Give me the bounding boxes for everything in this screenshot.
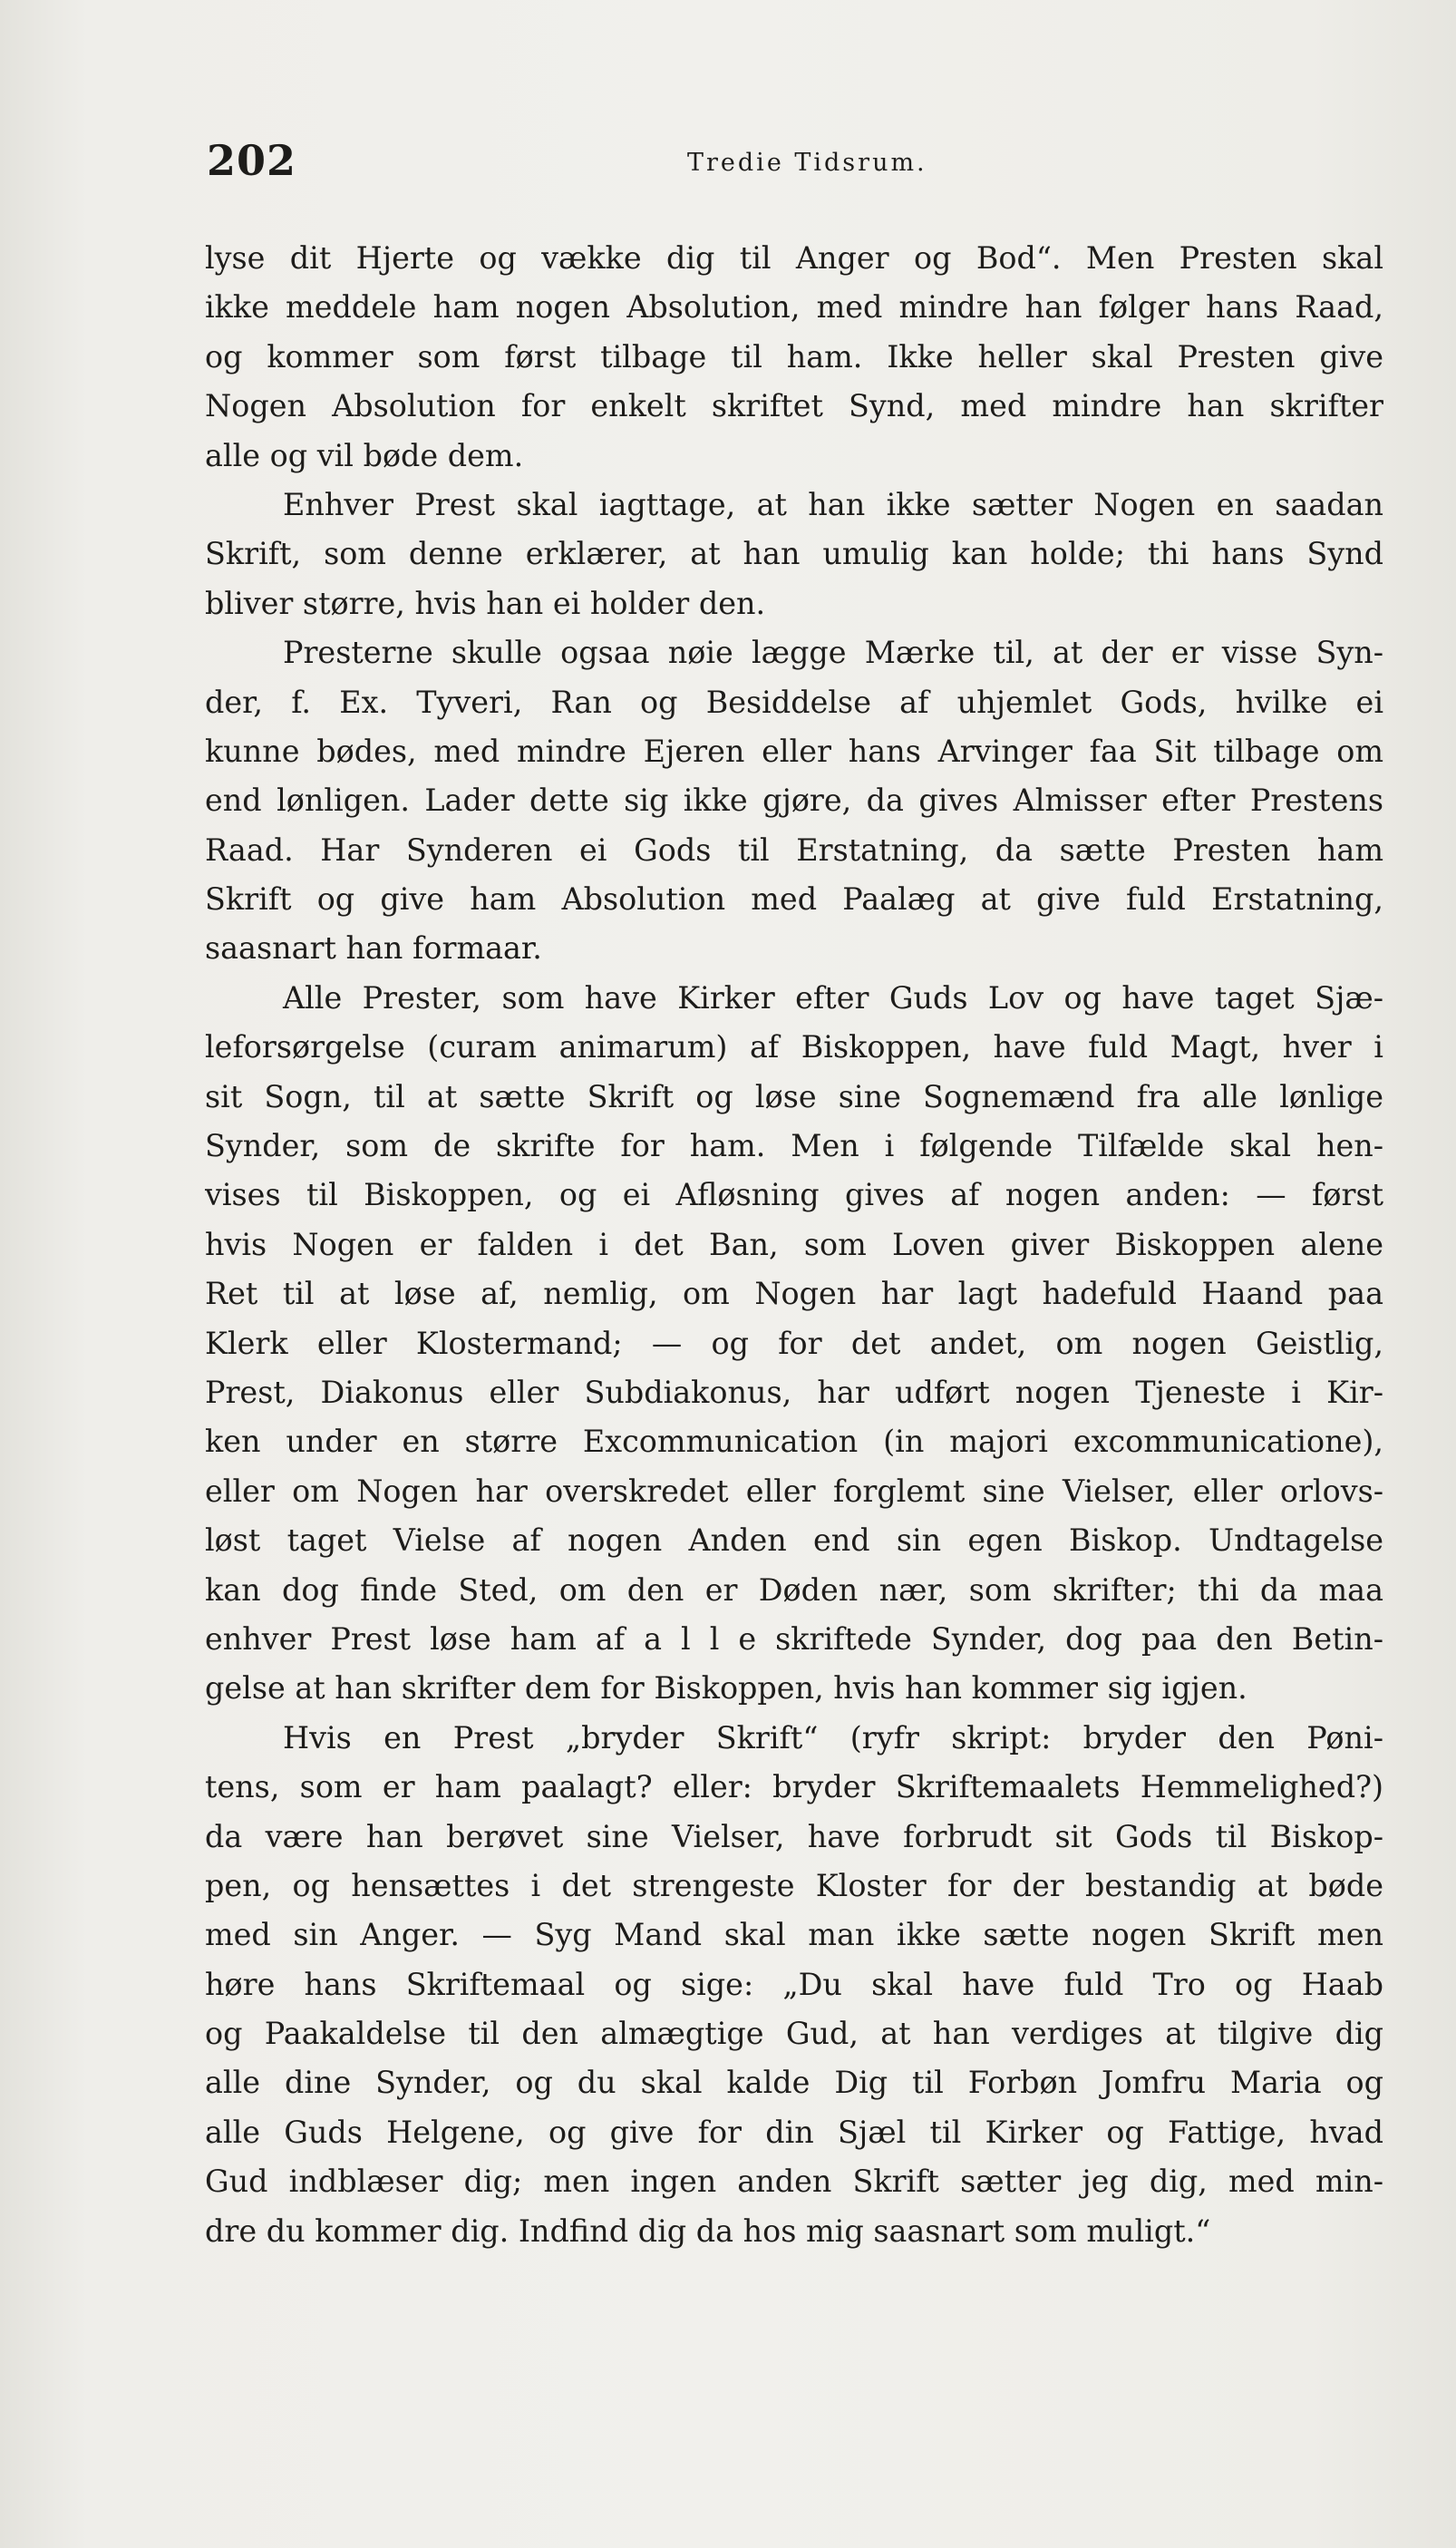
running-head: Tredie Tidsrum.	[687, 149, 927, 177]
text-line: Ret til at løse af, nemlig, om Nogen har lagt hadefuld Haand paa	[205, 1276, 1383, 1312]
text-line: alle og vil bøde dem.	[205, 437, 524, 473]
text-line: ken under en større Excommunication (in majori excommunicatione),	[205, 1424, 1383, 1460]
text-line: løst taget Vielse af nogen Anden end sin egen Biskop. Undtagelse	[205, 1522, 1383, 1559]
text-line: og Paakaldelse til den almægtige Gud, at han verdiges at tilgive dig	[205, 2016, 1383, 2052]
text-line: Skrift og give ham Absolution med Paalæg at give fuld Erstatning,	[205, 881, 1383, 918]
text-line: Gud indblæser dig; men ingen anden Skrift sætter jeg dig, med min-	[205, 2164, 1383, 2200]
text-line: vises til Biskoppen, og ei Afløsning gives af nogen anden: — først	[205, 1177, 1383, 1213]
text-line: eller om Nogen har overskredet eller forglemt sine Vielser, eller orlovs-	[205, 1473, 1383, 1509]
text-line: der, f. Ex. Tyveri, Ran og Besiddelse af uhjemlet Gods, hvilke ei	[205, 684, 1383, 720]
text-line: enhver Prest løse ham af a l l e skriftede Synder, dog paa den Betin-	[205, 1620, 1383, 1657]
text-line: kan dog finde Sted, om den er Døden nær, som skrifter; thi da maa	[205, 1571, 1383, 1608]
text-line: kunne bødes, med mindre Ejeren eller hans Arvinger faa Sit tilbage om	[205, 733, 1383, 769]
text-line: Skrift, som denne erklærer, at han umulig kan holde; thi hans Synd	[205, 536, 1383, 572]
text-line: hvis Nogen er falden i det Ban, som Loven giver Biskoppen alene	[205, 1226, 1383, 1262]
text-line: alle dine Synder, og du skal kalde Dig til Forbøn Jomfru Maria og	[205, 2065, 1383, 2101]
text-line: Raad. Har Synderen ei Gods til Erstatning, da sætte Presten ham	[205, 832, 1383, 868]
text-line: gelse at han skrifter dem for Biskoppen, hvis han kommer sig igjen.	[205, 1670, 1247, 1707]
text-line: og kommer som først tilbage til ham. Ikke heller skal Presten give	[205, 338, 1383, 374]
text-line: saasnart han formaar.	[205, 930, 542, 967]
text-line: Prest, Diakonus eller Subdiakonus, har udført nogen Tjeneste i Kir-	[205, 1374, 1383, 1410]
text-line: Nogen Absolution for enkelt skriftet Synd, med mindre han skrifter	[205, 388, 1383, 424]
text-line: end lønligen. Lader dette sig ikke gjøre, da gives Almisser efter Prestens	[205, 783, 1383, 819]
text-line: med sin Anger. — Syg Mand skal man ikke sætte nogen Skrift men	[205, 1917, 1383, 1953]
text-line: alle Guds Helgene, og give for din Sjæl til Kirker og Fattige, hvad	[205, 2114, 1383, 2150]
text-line: ikke meddele ham nogen Absolution, med mindre han følger hans Raad,	[205, 289, 1383, 326]
text-line: Synder, som de skrifte for ham. Men i følgende Tilfælde skal hen-	[205, 1128, 1383, 1164]
text-line: da være han berøvet sine Vielser, have forbrudt sit Gods til Biskop-	[205, 1818, 1383, 1854]
text-line: tens, som er ham paalagt? eller: bryder Skriftemaalets Hemmelighed?)	[205, 1769, 1383, 1805]
text-line: dre du kommer dig. Indfind dig da hos mig saasnart som muligt.“	[205, 2212, 1211, 2249]
text-line: Enhver Prest skal iagttage, at han ikke sætter Nogen en saadan	[283, 486, 1383, 522]
text-line: Klerk eller Klostermand; — og for det andet, om nogen Geistlig,	[205, 1325, 1383, 1361]
text-line: sit Sogn, til at sætte Skrift og løse sine Sognemænd fra alle lønlige	[205, 1078, 1383, 1114]
text-line: Alle Prester, som have Kirker efter Guds Lov og have taget Sjæ-	[283, 979, 1383, 1016]
text-line: lyse dit Hjerte og vække dig til Anger og Bod“. Men Presten skal	[205, 240, 1383, 276]
text-line: pen, og hensættes i det strengeste Kloster for der bestandig at bøde	[205, 1867, 1383, 1903]
text-line: høre hans Skriftemaal og sige: „Du skal have fuld Tro og Haab	[205, 1966, 1383, 2002]
text-line: bliver større, hvis han ei holder den.	[205, 585, 766, 621]
text-line: Hvis en Prest „bryder Skrift“ (ryfr skript: bryder den Pøni-	[283, 1719, 1383, 1755]
body-text	[205, 234, 1383, 2256]
page-header	[207, 136, 1385, 199]
page-number: 202	[207, 136, 297, 185]
text-line: Presterne skulle ogsaa nøie lægge Mærke til, at der er visse Syn-	[283, 635, 1383, 671]
text-line: leforsørgelse (curam animarum) af Biskoppen, have fuld Magt, hver i	[205, 1029, 1383, 1065]
